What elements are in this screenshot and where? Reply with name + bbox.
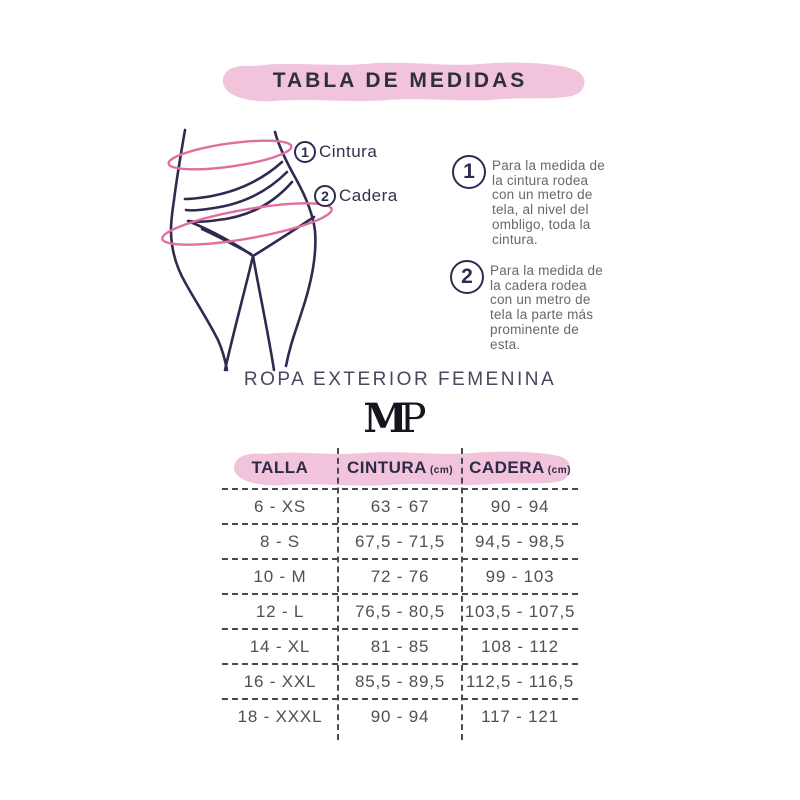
instruction-line: la cintura rodea bbox=[492, 172, 589, 188]
talla-cell: 16 - XXL bbox=[243, 671, 317, 691]
title-banner bbox=[201, 58, 599, 104]
section-heading: ROPA EXTERIOR FEMENINA bbox=[243, 369, 557, 390]
cadera-cell: 112,5 - 116,5 bbox=[465, 671, 575, 691]
cintura-cell: 72 - 76 bbox=[370, 566, 430, 586]
table-row bbox=[222, 593, 578, 628]
instruction-line: Para la medida de bbox=[490, 263, 603, 278]
body-measurement-illustration bbox=[140, 118, 450, 373]
column-label: TALLA bbox=[251, 458, 309, 477]
right-body-line bbox=[275, 132, 315, 366]
cadera-cell: 117 - 121 bbox=[481, 706, 559, 726]
table-row bbox=[222, 663, 578, 698]
column-header-cintura bbox=[338, 458, 462, 478]
instruction-2-badge: 2 bbox=[450, 260, 484, 294]
table-row bbox=[222, 628, 578, 663]
cintura-cell: 85,5 - 89,5 bbox=[354, 671, 446, 691]
talla-cell: 8 - S bbox=[260, 531, 300, 551]
instruction-line: con un metro de bbox=[490, 292, 591, 308]
instruction-line: esta. bbox=[490, 336, 521, 352]
talla-cell: 6 - XS bbox=[253, 496, 307, 516]
hip-measure-ellipse bbox=[160, 195, 334, 253]
waist-diagram-label bbox=[294, 141, 377, 163]
table-row bbox=[222, 488, 578, 523]
column-label: CADERA bbox=[469, 458, 545, 477]
cadera-cell: 103,5 - 107,5 bbox=[464, 601, 576, 621]
cintura-cell: 63 - 67 bbox=[370, 496, 430, 516]
column-header-cadera bbox=[462, 458, 578, 478]
cadera-cell: 99 - 103 bbox=[485, 566, 555, 586]
logo-letter-m: M bbox=[363, 395, 408, 442]
cintura-cell: 81 - 85 bbox=[370, 636, 430, 656]
hip-diagram-label bbox=[314, 185, 398, 207]
talla-cell: 10 - M bbox=[253, 566, 307, 586]
instruction-line: cintura. bbox=[492, 231, 538, 247]
talla-cell: 18 - XXXL bbox=[237, 706, 323, 726]
table-row bbox=[222, 698, 578, 733]
instruction-line: ombligo, toda la bbox=[492, 216, 591, 232]
cadera-cell: 108 - 112 bbox=[481, 636, 559, 656]
table-row bbox=[222, 558, 578, 593]
column-unit: (cm) bbox=[547, 465, 571, 476]
cintura-cell: 90 - 94 bbox=[370, 706, 430, 726]
waist-label: Cintura bbox=[319, 142, 378, 161]
logo-letter-p: P bbox=[399, 396, 427, 442]
column-label: CINTURA bbox=[346, 458, 427, 477]
instruction-1-badge: 1 bbox=[452, 155, 486, 189]
size-table bbox=[222, 448, 578, 742]
page-title: TABLA DE MEDIDAS bbox=[272, 69, 528, 92]
cintura-cell: 76,5 - 80,5 bbox=[354, 601, 446, 621]
size-table-header bbox=[222, 448, 578, 488]
cadera-cell: 90 - 94 bbox=[490, 496, 550, 516]
column-divider bbox=[461, 448, 463, 740]
column-header-talla bbox=[222, 458, 338, 478]
waist-number-badge: 1 bbox=[294, 141, 316, 163]
instruction-line: tela, al nivel del bbox=[492, 202, 589, 218]
cadera-cell: 94,5 - 98,5 bbox=[474, 531, 566, 551]
talla-cell: 14 - XL bbox=[249, 636, 311, 656]
column-divider bbox=[337, 448, 339, 740]
instruction-1-text bbox=[492, 159, 660, 247]
instruction-line: con un metro de bbox=[492, 187, 593, 203]
left-body-line bbox=[171, 130, 227, 370]
instruction-line: tela la parte más bbox=[490, 307, 594, 323]
column-unit: (cm) bbox=[429, 465, 454, 476]
brand-logo bbox=[0, 395, 790, 442]
hip-label: Cadera bbox=[339, 186, 398, 205]
cintura-cell: 67,5 - 71,5 bbox=[354, 531, 446, 551]
hip-number-badge: 2 bbox=[314, 185, 336, 207]
inner-left-leg-line bbox=[225, 256, 253, 370]
inner-right-leg-line bbox=[253, 256, 274, 370]
waistband-line-1 bbox=[185, 162, 282, 199]
instruction-line: la cadera rodea bbox=[490, 277, 587, 293]
instruction-line: prominente de bbox=[490, 321, 579, 337]
talla-cell: 12 - L bbox=[255, 601, 305, 621]
instruction-line: Para la medida de bbox=[492, 158, 605, 173]
table-row bbox=[222, 523, 578, 558]
instruction-2-text bbox=[490, 264, 658, 352]
